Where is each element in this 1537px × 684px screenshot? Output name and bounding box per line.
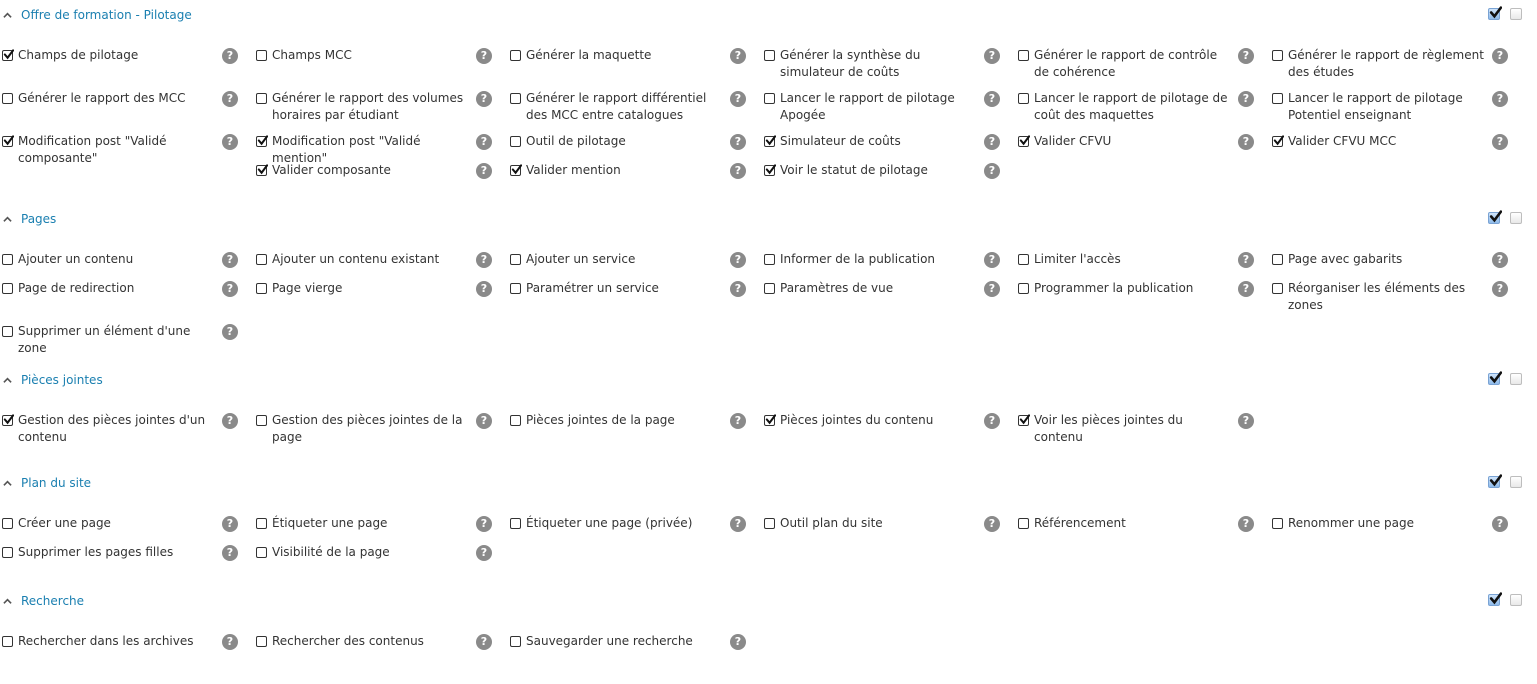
permission-label[interactable]: Générer le rapport de règlement des études — [1288, 48, 1484, 79]
permission-checkbox[interactable] — [2, 518, 13, 529]
section-header[interactable] — [0, 474, 1537, 494]
permission-label[interactable]: Voir le statut de pilotage — [780, 163, 928, 177]
checkmark-icon — [257, 135, 268, 146]
check-all-icon — [1489, 6, 1502, 19]
permission-label[interactable]: Lancer le rapport de pilotage Apogée — [780, 91, 955, 122]
question-circle-icon[interactable]: ? — [222, 324, 238, 340]
permission-checkbox[interactable] — [2, 636, 13, 647]
permission-checkbox[interactable] — [256, 136, 267, 147]
permission-label[interactable]: Gestion des pièces jointes de la page — [272, 413, 463, 444]
permission-label[interactable]: Page de redirection — [18, 281, 135, 295]
question-circle-icon[interactable]: ? — [730, 281, 746, 297]
section-title[interactable]: Plan du site — [21, 476, 92, 490]
question-circle-icon[interactable]: ? — [222, 516, 238, 532]
question-circle-icon[interactable]: ? — [984, 134, 1000, 150]
permission-checkbox[interactable] — [1018, 518, 1029, 529]
permission-label[interactable]: Créer une page — [18, 516, 111, 530]
question-circle-icon[interactable]: ? — [730, 48, 746, 64]
permission-checkbox[interactable] — [1018, 136, 1029, 147]
section-header[interactable] — [0, 6, 1537, 26]
question-circle-icon[interactable]: ? — [222, 134, 238, 150]
permission-checkbox[interactable] — [1272, 136, 1283, 147]
checkmark-icon — [1273, 135, 1284, 146]
question-circle-icon[interactable]: ? — [730, 134, 746, 150]
permission-checkbox[interactable] — [764, 93, 775, 104]
question-circle-icon[interactable]: ? — [1492, 516, 1508, 532]
select-all-checkbox[interactable] — [1488, 594, 1500, 606]
chevron-up-icon[interactable] — [3, 215, 12, 224]
question-circle-icon[interactable]: ? — [222, 634, 238, 650]
permission-label[interactable]: Informer de la publication — [780, 252, 936, 266]
section-title[interactable]: Recherche — [21, 594, 85, 608]
question-circle-icon[interactable]: ? — [984, 281, 1000, 297]
permission-checkbox[interactable] — [2, 547, 13, 558]
permission-label[interactable]: Générer le rapport des MCC — [18, 91, 186, 105]
permission-checkbox[interactable] — [1272, 93, 1283, 104]
section-header[interactable] — [0, 592, 1537, 612]
permission-label[interactable]: Modification post "Validé composante" — [18, 134, 167, 165]
select-all-checkbox[interactable] — [1488, 373, 1500, 385]
check-all-icon — [1489, 592, 1502, 605]
permission-checkbox[interactable] — [2, 50, 13, 61]
question-circle-icon[interactable]: ? — [730, 516, 746, 532]
question-circle-icon[interactable]: ? — [1238, 413, 1254, 429]
permission-label[interactable]: Lancer le rapport de pilotage Potentiel enseignant — [1288, 91, 1463, 122]
permission-checkbox[interactable] — [256, 636, 267, 647]
chevron-up-icon[interactable] — [3, 376, 12, 385]
permission-label[interactable]: Limiter l'accès — [1034, 252, 1121, 266]
chevron-up-icon[interactable] — [3, 597, 12, 606]
permission-label[interactable]: Renommer une page — [1288, 516, 1415, 530]
question-circle-icon[interactable]: ? — [476, 134, 492, 150]
permission-label[interactable]: Simulateur de coûts — [780, 134, 901, 148]
permission-label[interactable]: Ajouter un contenu existant — [272, 252, 440, 266]
permission-checkbox[interactable] — [1018, 93, 1029, 104]
question-circle-icon[interactable]: ? — [984, 163, 1000, 179]
question-circle-icon[interactable]: ? — [222, 545, 238, 561]
question-circle-icon[interactable]: ? — [730, 634, 746, 650]
permission-label[interactable]: Programmer la publication — [1034, 281, 1194, 295]
permission-label[interactable]: Voir les pièces jointes du contenu — [1034, 413, 1183, 444]
permission-label[interactable]: Valider mention — [526, 163, 621, 177]
permission-checkbox[interactable] — [256, 547, 267, 558]
check-all-icon — [1489, 371, 1502, 384]
question-circle-icon[interactable]: ? — [984, 252, 1000, 268]
question-circle-icon[interactable]: ? — [222, 252, 238, 268]
permission-label[interactable]: Générer le rapport de contrôle de cohérence — [1034, 48, 1218, 79]
select-none-checkbox[interactable] — [1510, 8, 1522, 20]
check-all-icon — [1489, 474, 1502, 487]
question-circle-icon[interactable]: ? — [476, 252, 492, 268]
permission-checkbox[interactable] — [510, 283, 521, 294]
permission-checkbox[interactable] — [764, 415, 775, 426]
permission-checkbox[interactable] — [764, 518, 775, 529]
question-circle-icon[interactable]: ? — [984, 413, 1000, 429]
section-header[interactable] — [0, 371, 1537, 391]
permission-label[interactable]: Générer la maquette — [526, 48, 652, 62]
checkmark-icon — [765, 414, 776, 425]
permission-label[interactable]: Sauvegarder une recherche — [526, 634, 693, 648]
select-none-checkbox[interactable] — [1510, 476, 1522, 488]
permission-label[interactable]: Outil plan du site — [780, 516, 883, 530]
permission-checkbox[interactable] — [764, 283, 775, 294]
checkmark-icon — [257, 164, 268, 175]
permission-checkbox[interactable] — [256, 254, 267, 265]
permission-checkbox[interactable] — [256, 518, 267, 529]
checkmark-icon — [3, 414, 14, 425]
permission-checkbox[interactable] — [764, 254, 775, 265]
section-title[interactable]: Pages — [21, 212, 57, 226]
question-circle-icon[interactable]: ? — [1238, 516, 1254, 532]
question-circle-icon[interactable]: ? — [1492, 91, 1508, 107]
question-circle-icon[interactable]: ? — [222, 281, 238, 297]
permission-checkbox[interactable] — [2, 415, 13, 426]
permission-checkbox[interactable] — [764, 50, 775, 61]
checkmark-icon — [1019, 414, 1030, 425]
select-none-checkbox[interactable] — [1510, 594, 1522, 606]
select-all-checkbox[interactable] — [1488, 212, 1500, 224]
question-circle-icon[interactable]: ? — [1238, 91, 1254, 107]
question-circle-icon[interactable]: ? — [476, 48, 492, 64]
permission-label[interactable]: Outil de pilotage — [526, 134, 626, 148]
permission-label[interactable]: Paramètres de vue — [780, 281, 894, 295]
question-circle-icon[interactable]: ? — [476, 163, 492, 179]
permission-checkbox[interactable] — [1018, 283, 1029, 294]
permission-checkbox[interactable] — [2, 254, 13, 265]
checkmark-icon — [3, 135, 14, 146]
permission-checkbox[interactable] — [510, 518, 521, 529]
check-all-icon — [1489, 210, 1502, 223]
permission-checkbox[interactable] — [764, 165, 775, 176]
permission-label[interactable]: Générer le rapport différentiel des MCC entre catalogues — [526, 91, 707, 122]
checkmark-icon — [1019, 135, 1030, 146]
permission-label[interactable]: Lancer le rapport de pilotage de coût des maquettes — [1034, 91, 1228, 122]
section-title[interactable]: Pièces jointes — [21, 373, 103, 387]
permission-checkbox[interactable] — [764, 136, 775, 147]
permission-label[interactable]: Valider composante — [272, 163, 391, 177]
question-circle-icon[interactable]: ? — [730, 252, 746, 268]
question-circle-icon[interactable]: ? — [730, 163, 746, 179]
section-header[interactable] — [0, 210, 1537, 230]
question-circle-icon[interactable]: ? — [984, 516, 1000, 532]
permission-checkbox[interactable] — [1018, 254, 1029, 265]
question-circle-icon[interactable]: ? — [1238, 281, 1254, 297]
question-circle-icon[interactable]: ? — [730, 91, 746, 107]
permission-checkbox[interactable] — [1272, 254, 1283, 265]
permission-label[interactable]: Valider CFVU — [1034, 134, 1112, 148]
permission-label[interactable]: Gestion des pièces jointes d'un contenu — [18, 413, 206, 444]
chevron-up-icon[interactable] — [3, 11, 12, 20]
permission-checkbox[interactable] — [256, 93, 267, 104]
permission-checkbox[interactable] — [2, 326, 13, 337]
checkmark-icon — [3, 49, 14, 60]
permission-checkbox[interactable] — [1018, 415, 1029, 426]
permission-checkbox[interactable] — [256, 50, 267, 61]
permission-checkbox[interactable] — [2, 283, 13, 294]
permission-label[interactable]: Pièces jointes du contenu — [780, 413, 934, 427]
question-circle-icon[interactable]: ? — [730, 413, 746, 429]
question-circle-icon[interactable]: ? — [476, 634, 492, 650]
select-none-checkbox[interactable] — [1510, 212, 1522, 224]
permission-label[interactable]: Modification post "Validé mention" — [272, 134, 421, 165]
permission-label[interactable]: Supprimer les pages filles — [18, 545, 174, 559]
checkmark-icon — [511, 164, 522, 175]
question-circle-icon[interactable]: ? — [1492, 281, 1508, 297]
permission-label[interactable]: Pièces jointes de la page — [526, 413, 675, 427]
question-circle-icon[interactable]: ? — [1492, 48, 1508, 64]
permission-label[interactable]: Ajouter un service — [526, 252, 636, 266]
permission-label[interactable]: Supprimer un élément d'une zone — [18, 324, 191, 355]
question-circle-icon[interactable]: ? — [476, 281, 492, 297]
permission-label[interactable]: Réorganiser les éléments des zones — [1288, 281, 1466, 312]
select-all-checkbox[interactable] — [1488, 476, 1500, 488]
permission-label[interactable]: Page vierge — [272, 281, 343, 295]
question-circle-icon[interactable]: ? — [1238, 252, 1254, 268]
permission-label[interactable]: Générer la synthèse du simulateur de coûts — [780, 48, 921, 79]
permission-checkbox[interactable] — [2, 93, 13, 104]
permission-label[interactable]: Valider CFVU MCC — [1288, 134, 1397, 148]
permission-checkbox[interactable] — [510, 415, 521, 426]
section-title[interactable]: Offre de formation - Pilotage — [21, 8, 192, 22]
permission-label[interactable]: Champs de pilotage — [18, 48, 139, 62]
select-all-checkbox[interactable] — [1488, 8, 1500, 20]
permission-checkbox[interactable] — [510, 254, 521, 265]
checkmark-icon — [765, 164, 776, 175]
question-circle-icon[interactable]: ? — [476, 516, 492, 532]
permission-checkbox[interactable] — [1272, 50, 1283, 61]
permission-label[interactable]: Étiqueter une page (privée) — [526, 516, 693, 530]
permission-checkbox[interactable] — [510, 136, 521, 147]
permission-checkbox[interactable] — [1272, 518, 1283, 529]
permission-checkbox[interactable] — [1018, 50, 1029, 61]
question-circle-icon[interactable]: ? — [222, 413, 238, 429]
question-circle-icon[interactable]: ? — [222, 91, 238, 107]
question-circle-icon[interactable]: ? — [984, 91, 1000, 107]
permission-label[interactable]: Rechercher dans les archives — [18, 634, 194, 648]
question-circle-icon[interactable]: ? — [476, 91, 492, 107]
permission-label[interactable]: Paramétrer un service — [526, 281, 659, 295]
permission-label[interactable]: Visibilité de la page — [272, 545, 390, 559]
permission-checkbox[interactable] — [510, 636, 521, 647]
permission-label[interactable]: Étiqueter une page — [272, 516, 388, 530]
question-circle-icon[interactable]: ? — [1492, 134, 1508, 150]
permission-checkbox[interactable] — [256, 283, 267, 294]
permission-checkbox[interactable] — [1272, 283, 1283, 294]
permission-label[interactable]: Rechercher des contenus — [272, 634, 424, 648]
question-circle-icon[interactable]: ? — [1238, 48, 1254, 64]
question-circle-icon[interactable]: ? — [1492, 252, 1508, 268]
permission-label[interactable]: Page avec gabarits — [1288, 252, 1403, 266]
permission-checkbox[interactable] — [510, 93, 521, 104]
permission-label[interactable]: Générer le rapport des volumes horaires par étudiant — [272, 91, 464, 122]
permission-checkbox[interactable] — [510, 50, 521, 61]
question-circle-icon[interactable]: ? — [476, 545, 492, 561]
checkmark-icon — [765, 135, 776, 146]
permission-label[interactable]: Ajouter un contenu — [18, 252, 134, 266]
permission-label[interactable]: Champs MCC — [272, 48, 352, 62]
permission-checkbox[interactable] — [256, 165, 267, 176]
question-circle-icon[interactable]: ? — [476, 413, 492, 429]
permission-checkbox[interactable] — [2, 136, 13, 147]
select-none-checkbox[interactable] — [1510, 373, 1522, 385]
chevron-up-icon[interactable] — [3, 479, 12, 488]
question-circle-icon[interactable]: ? — [984, 48, 1000, 64]
question-circle-icon[interactable]: ? — [222, 48, 238, 64]
question-circle-icon[interactable]: ? — [1238, 134, 1254, 150]
permission-label[interactable]: Référencement — [1034, 516, 1126, 530]
permission-checkbox[interactable] — [256, 415, 267, 426]
permission-checkbox[interactable] — [510, 165, 521, 176]
